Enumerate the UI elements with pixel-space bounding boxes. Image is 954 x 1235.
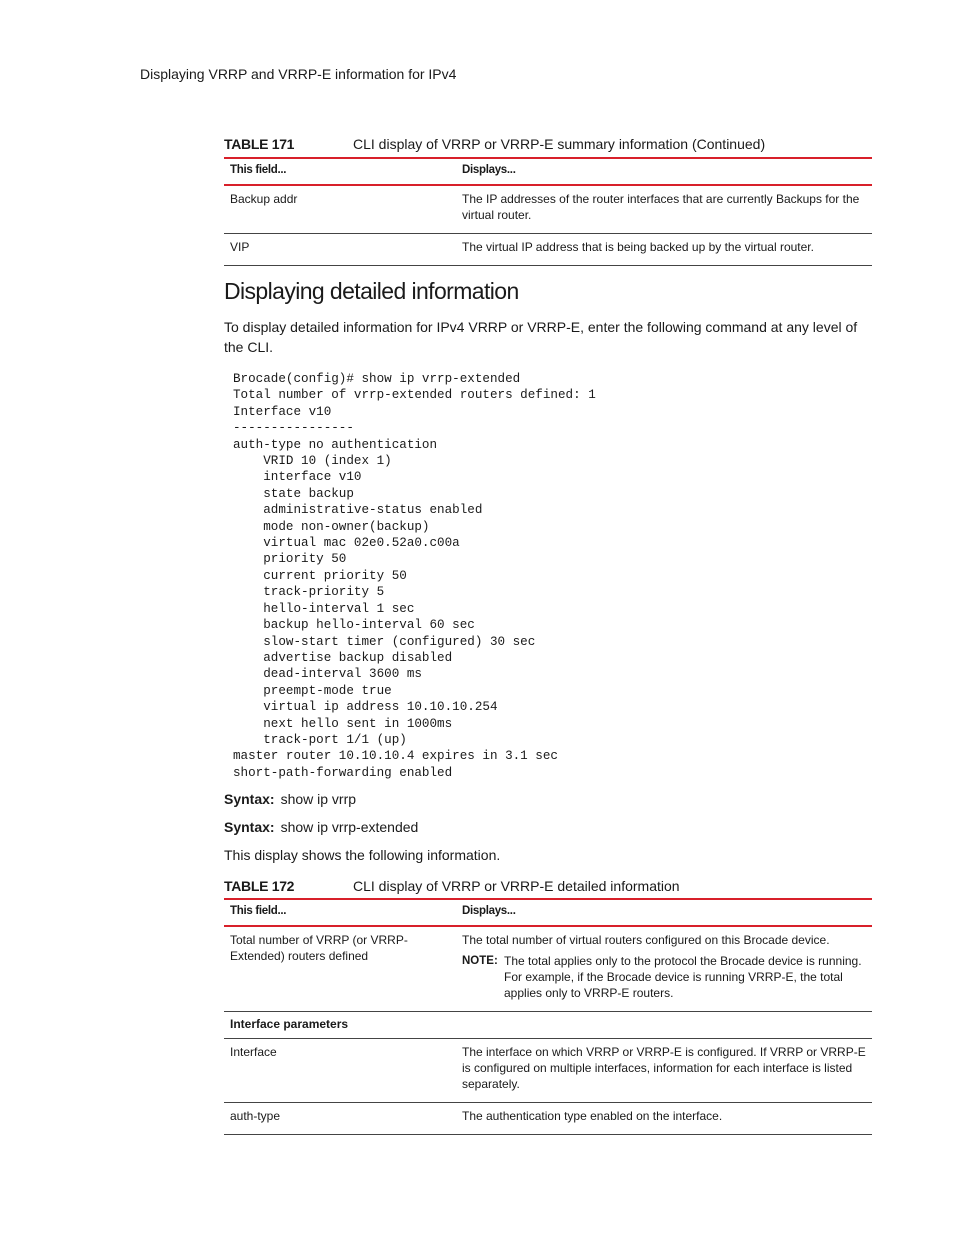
code-line: administrative-status enabled	[233, 503, 483, 518]
code-line: short-path-forwarding enabled	[233, 765, 453, 780]
code-line: priority 50	[233, 552, 347, 567]
table-cell-desc: The IP addresses of the router interfaces that are currently Backups for the virtual router.	[456, 185, 872, 234]
display-paragraph: This display shows the following information.	[224, 847, 501, 863]
note-text: The total applies only to the protocol the Brocade device is running. For example, if the Brocade device is running VRRP-E, the total applies only to VRRP-E routers.	[504, 954, 862, 1000]
table-cell-desc	[456, 926, 872, 1012]
table-cell-field: auth-type	[224, 1103, 456, 1135]
table-row	[224, 185, 872, 234]
code-line: VRID 10 (index 1)	[233, 454, 392, 469]
table-172-number: TABLE 172	[224, 878, 295, 894]
table-row	[224, 234, 872, 266]
syntax-command: show ip vrrp-extended	[280, 819, 419, 835]
code-line: virtual ip address 10.10.10.254	[233, 700, 498, 715]
table-171-title: CLI display of VRRP or VRRP-E summary information (Continued)	[353, 136, 766, 152]
table-cell-field: Backup addr	[224, 185, 456, 234]
table-group-row	[224, 1012, 872, 1039]
code-line: virtual mac 02e0.52a0.c00a	[233, 536, 460, 551]
table-header-row	[224, 158, 872, 185]
code-line: Total number of vrrp-extended routers defined: 1	[233, 388, 596, 403]
code-line: backup hello-interval 60 sec	[233, 618, 475, 633]
code-line: master router 10.10.10.4 expires in 3.1 sec	[233, 749, 558, 764]
table-172-title: CLI display of VRRP or VRRP-E detailed information	[353, 878, 680, 894]
code-line: track-port 1/1 (up)	[233, 732, 407, 747]
table-header-row	[224, 899, 872, 926]
running-header: Displaying VRRP and VRRP-E information for IPv4	[140, 66, 457, 82]
table-171-number: TABLE 171	[224, 136, 295, 152]
code-line: next hello sent in 1000ms	[233, 716, 453, 731]
code-line: dead-interval 3600 ms	[233, 667, 422, 682]
code-line: track-priority 5	[233, 585, 385, 600]
column-header-field: This field...	[224, 158, 456, 185]
code-line: hello-interval 1 sec	[233, 601, 415, 616]
code-line: interface v10	[233, 470, 362, 485]
note-label: NOTE:	[462, 955, 498, 967]
code-line: state backup	[233, 486, 354, 501]
code-line: preempt-mode true	[233, 683, 392, 698]
code-line: mode non-owner(backup)	[233, 519, 430, 534]
table-cell-desc: The interface on which VRRP or VRRP-E is configured. If VRRP or VRRP-E is configured on multiple interfaces, information for each interface is listed separately.	[456, 1039, 872, 1103]
row-description: The total number of virtual routers configured on this Brocade device.	[462, 933, 830, 947]
code-line: Brocade(config)# show ip vrrp-extended	[233, 372, 521, 386]
group-label: Interface parameters	[224, 1012, 872, 1039]
code-line: advertise backup disabled	[233, 650, 453, 665]
intro-paragraph: To display detailed information for IPv4 VRRP or VRRP-E, enter the following command at any level of the CLI.	[224, 319, 858, 355]
code-line: auth-type no authentication	[233, 437, 438, 452]
section-title: Displaying detailed information	[224, 278, 519, 304]
column-header-displays: Displays...	[456, 899, 872, 926]
table-172-caption	[224, 878, 680, 894]
syntax-show-ip-vrrp-extended	[224, 819, 418, 835]
syntax-command: show ip vrrp	[280, 791, 357, 807]
code-line: current priority 50	[233, 568, 407, 583]
syntax-show-ip-vrrp	[224, 791, 356, 807]
syntax-label: Syntax:	[224, 791, 275, 807]
syntax-label: Syntax:	[224, 819, 275, 835]
table-row	[224, 1103, 872, 1135]
table-cell-desc: The authentication type enabled on the interface.	[456, 1103, 872, 1135]
table-row	[224, 926, 872, 1012]
table-171-caption	[224, 136, 765, 152]
table-cell-desc: The virtual IP address that is being backed up by the virtual router.	[456, 234, 872, 266]
cli-output-block	[233, 371, 596, 781]
note-block	[462, 953, 866, 1001]
code-line: slow-start timer (configured) 30 sec	[233, 634, 536, 649]
column-header-field: This field...	[224, 899, 456, 926]
table-cell-field: Total number of VRRP (or VRRP-Extended) routers defined	[224, 926, 456, 1012]
table-cell-field: VIP	[224, 234, 456, 266]
code-line: Interface v10	[233, 404, 332, 419]
table-cell-field: Interface	[224, 1039, 456, 1103]
code-line: ----------------	[233, 421, 354, 436]
table-171	[224, 157, 872, 266]
table-row	[224, 1039, 872, 1103]
column-header-displays: Displays...	[456, 158, 872, 185]
table-172	[224, 898, 872, 1135]
